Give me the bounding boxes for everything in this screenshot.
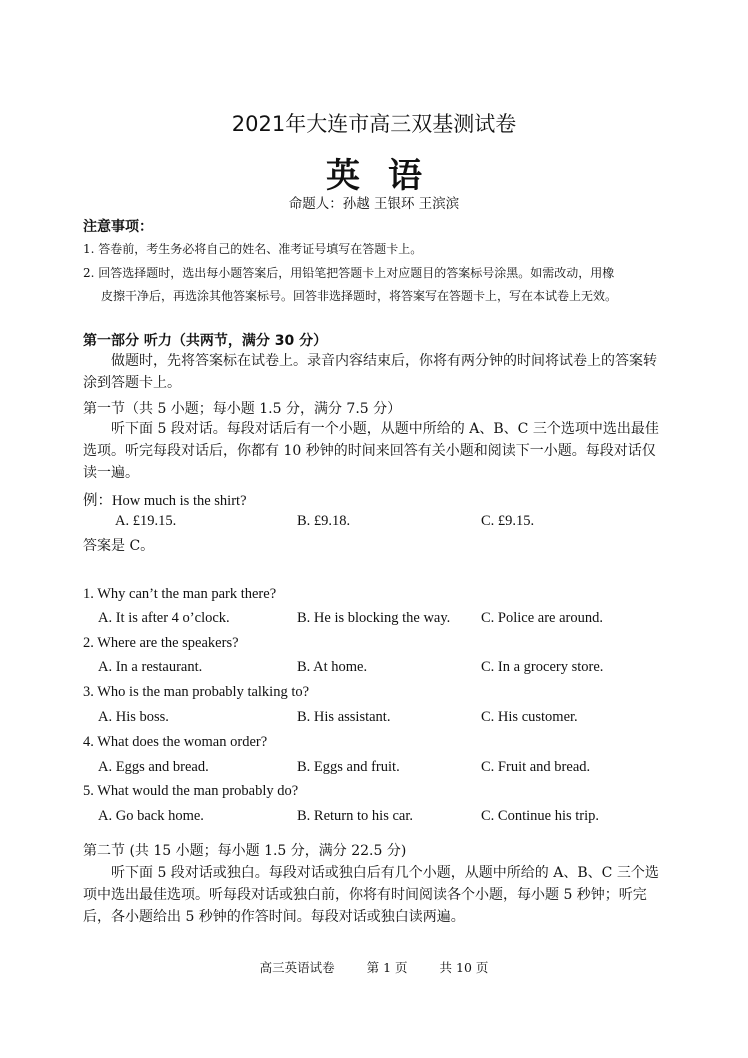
q5-option-a: A. Go back home. [98,808,204,824]
section2-heading: 第二节 (共 15 小题；每小题 1.5 分，满分 22.5 分) [83,843,407,859]
section1-intro: 听下面 5 段对话。每段对话后有一个小题，从题中所给的 A、B、C 三个选项中选出最佳选项。听完每段对话后，你都有 10 秒钟的时间来回答有关小题和阅读下一小题。每段对话仅读一遍。 [83,421,659,481]
footer-page-number: 第 1 页 [366,960,408,975]
part1-intro: 做题时，先将答案标在试卷上。录音内容结束后，你将有两分钟的时间将试卷上的答案转涂到答题卡上。 [83,353,657,391]
example-option-b: B. £9.18. [297,513,351,529]
notice-heading: 注意事项： [83,219,153,235]
footer-total-pages: 共 10 页 [439,960,489,975]
page-footer [0,958,748,976]
footer-exam-name: 高三英语试卷 [259,960,335,975]
q4-option-c: C. Fruit and bread. [481,759,591,775]
q4-option-a: A. Eggs and bread. [98,759,209,775]
example-question: 例：How much is the shirt? [83,493,247,509]
question-4: 4. What does the woman order? [83,734,268,750]
example-option-c: C. £9.15. [481,513,535,529]
part1-heading: 第一部分 听力（共两节，满分 30 分） [83,333,328,349]
notice-item-2: 2. 回答选择题时，选出每小题答案后，用铅笔把答题卡上对应题目的答案标号涂黑。如需改动，用橡 [83,266,615,280]
q2-option-b: B. At home. [297,659,368,675]
q3-option-a: A. His boss. [98,709,169,725]
exam-title: 2021年大连市高三双基测试卷 [231,112,517,136]
q1-option-a: A. It is after 4 o’clock. [98,610,230,626]
q2-option-a: A. In a restaurant. [98,659,203,675]
q3-option-c: C. His customer. [481,709,578,725]
q2-option-c: C. In a grocery store. [481,659,604,675]
question-3: 3. Who is the man probably talking to? [83,684,310,700]
q3-option-b: B. His assistant. [297,709,391,725]
q1-option-c: C. Police are around. [481,610,604,626]
section1-heading: 第一节（共 5 小题；每小题 1.5 分，满分 7.5 分） [83,401,402,417]
question-2: 2. Where are the speakers? [83,635,239,651]
q1-option-b: B. He is blocking the way. [297,610,451,626]
example-option-a: A. £19.15. [115,513,177,529]
q5-option-b: B. Return to his car. [297,808,413,824]
example-answer: 答案是 C。 [83,538,155,554]
q5-option-c: C. Continue his trip. [481,808,600,824]
subject-title: 英语 [326,156,450,196]
question-5: 5. What would the man probably do? [83,783,299,799]
section2-intro: 听下面 5 段对话或独白。每段对话或独白后有几个小题，从题中所给的 A、B、C 三个选项中选出最佳选项。听每段对话或独白前，你将有时间阅读各个小题，每小题 5 秒钟；听完后，各小题给出 5 秒钟的作答时间。每段对话或独白读两遍。 [83,865,659,925]
notice-item-2-cont: 皮擦干净后，再选涂其他答案标号。回答非选择题时，将答案写在答题卡上，写在本试卷上无效。 [101,289,618,303]
authors-line: 命题人：孙越 王银环 王滨滨 [288,196,460,212]
question-1: 1. Why can’t the man park there? [83,586,277,602]
q4-option-b: B. Eggs and fruit. [297,759,400,775]
notice-item-1: 1. 答卷前，考生务必将自己的姓名、准考证号填写在答题卡上。 [83,242,423,256]
